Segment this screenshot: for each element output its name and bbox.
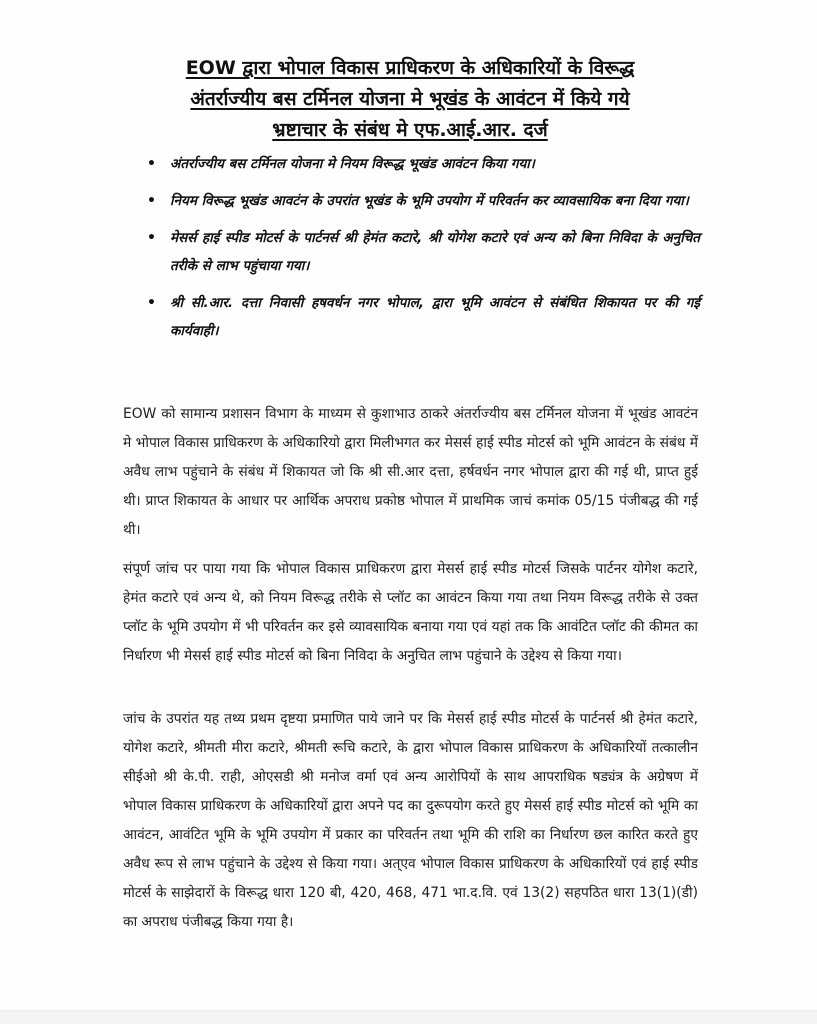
bullet-icon: •	[147, 193, 156, 209]
body-paragraph-fir-registration: जांच के उपरांत यह तथ्य प्रथम दृष्टया प्रमाणित पाये जाने पर कि मेसर्स हाई स्पीड मोटर्स के पार्टनर्स श्री हेमंत कटारे, योगेश कटारे, श्रीमती मीरा कटारे, श्रीमती रूचि कटारे, के द्वारा भोपाल विकास प्राधिकरण के अधिकारियों तत्कालीन सीईओ श्री के.पी. राही, ओएसडी श्री मनोज वर्मा एवं अन्य आरोपियों के साथ आपराधिक षड्यंत्र के अग्रेषण में भोपाल विकास प्राधिकरण के अधिकारियों द्वारा अपने पद का दुरूपयोग करते हुए मेसर्स हाई स्पीड मोटर्स को भूमि का आवंटन, आवंटित भूमि के भूमि उपयोग में प्रकार का परिवर्तन तथा भूमि की राशि का निर्धारण छल कारित करते हुए अवैध रूप से लाभ पहुंचाने के उद्देश्य से किया गया। अत्एव भोपाल विकास प्राधिकरण के अधिकारियों एवं हाई स्पीड मोटर्स के साझेदारों के विरूद्ध धारा 120 बी, 420, 468, 471 भा.द.वि. एवं 13(2) सहपठित धारा 13(1)(डी) का अपराध पंजीबद्ध किया गया है।	[123, 711, 698, 930]
title-line-2-text: अंतर्राज्यीय बस टर्मिनल योजना मे भूखंड के आवंटन में किये गये	[190, 87, 630, 110]
document-title	[120, 53, 700, 146]
bullet-icon: •	[147, 295, 156, 311]
title-line-3-text: भ्रष्टाचार के संबंध मे एफ.आई.आर. दर्ज	[272, 118, 548, 141]
title-line-2	[120, 84, 700, 115]
title-line-1-text: EOW द्वारा भोपाल विकास प्राधिकरण के अधिकारियों के विरूद्ध	[185, 56, 635, 79]
title-line-3	[120, 115, 700, 146]
body-paragraph-complaint: EOW को सामान्य प्रशासन विभाग के माध्यम से कुशाभाउ ठाकरे अंतर्राज्यीय बस टर्मिनल योजना में भूखंड आवटंन मे भोपाल विकास प्राधिकरण के अधिकारियो द्वारा मिलीभगत कर मेसर्स हाई स्पीड मोटर्स को भूमि आवंटन के संबंध में अवैध लाभ पहुंचाने के संबंध में शिकायत जो कि श्री सी.आर दत्ता, हर्षवर्धन नगर भोपाल द्वारा की गई थी, प्राप्त हुई थी। प्राप्त शिकायत के आधार पर आर्थिक अपराध प्रकोष्ठ भोपाल में प्राथमिक जाचं कमांक 05/15 पंजीबद्ध की गई थी।	[123, 406, 698, 538]
body-paragraph-investigation: संपूर्ण जांच पर पाया गया कि भोपाल विकास प्राधिकरण द्वारा मेसर्स हाई स्पीड मोटर्स जिसके पार्टनर योगेश कटारे, हेमंत कटारे एवं अन्य थे, को नियम विरूद्ध तरीके से प्लॉट का आवंटन किया गया तथा नियम विरूद्ध तरीके से उक्त प्लॉट के भूमि उपयोग में भी परिवर्तन कर इसे व्यावसायिक बनाया गया एवं यहां तक कि आवंटित प्लॉट की कीमत का निर्धारण भी मेसर्स हाई स्पीड मोटर्स को बिना निविदा के अनुचित लाभ पहुंचाने के उद्देश्य से किया गया।	[123, 561, 698, 664]
bullet-icon: •	[147, 230, 156, 246]
bullet-item	[145, 150, 700, 178]
bullet-text: अंतर्राज्यीय बस टर्मिनल योजना मे नियम विरूद्ध भूखंड आवंटन किया गया।	[170, 156, 535, 172]
bullet-text: श्री सी.आर. दत्ता निवासी हषवर्धन नगर भोपाल, द्वारा भूमि आवंटन से संबंधित शिकायत पर की गई कार्यवाही।	[170, 295, 700, 339]
bullet-item	[145, 289, 700, 345]
bullet-text: मेसर्स हाई स्पीड मोटर्स के पार्टनर्स श्री हेमंत कटारे, श्री योगेश कटारे एवं अन्य को बिना निविदा के अनुचित तरीके से लाभ पहुंचाया गया।	[170, 230, 700, 274]
viewer-bottom-bar	[0, 1010, 817, 1024]
bullet-icon: •	[147, 156, 156, 172]
summary-bullet-list	[145, 150, 700, 354]
title-line-1	[120, 53, 700, 84]
bullet-item	[145, 224, 700, 280]
bullet-text: नियम विरूद्ध भूखंड आवटंन के उपरांत भूखंड के भूमि उपयोग में परिवर्तन कर व्यावसायिक बना दिया गया।	[170, 193, 689, 209]
bullet-item	[145, 187, 700, 215]
